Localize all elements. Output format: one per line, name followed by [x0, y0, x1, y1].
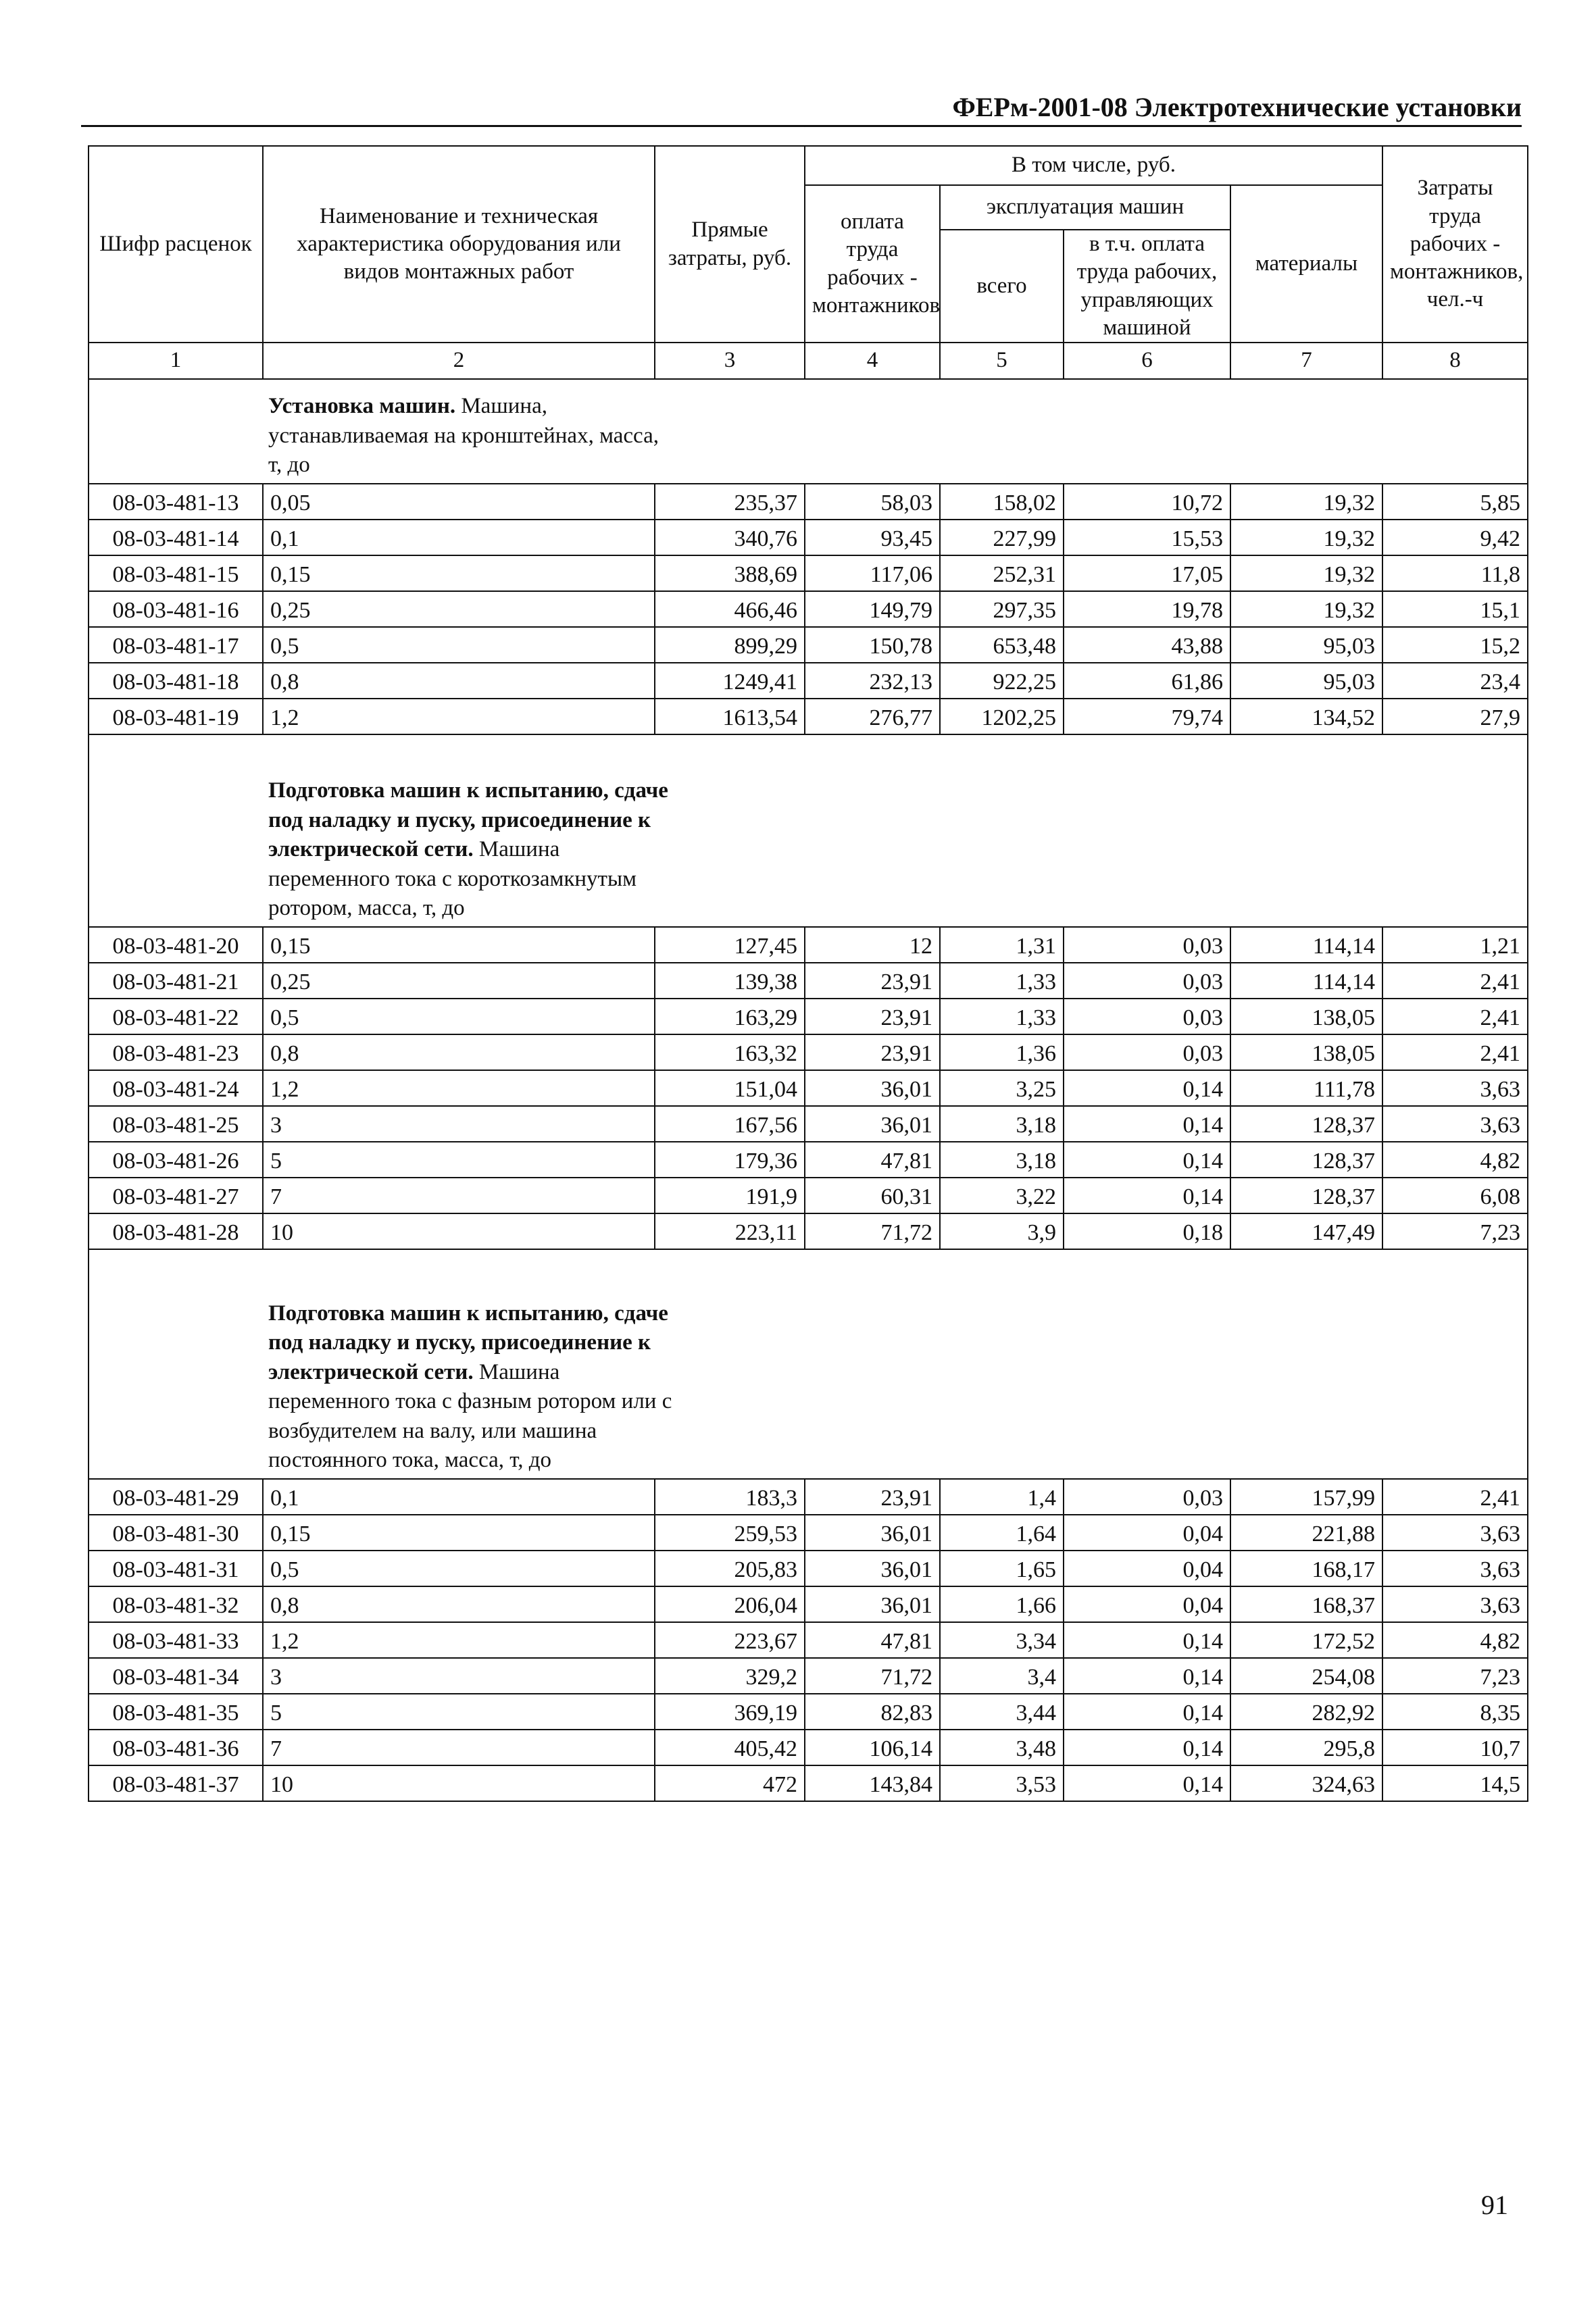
cell-direct-costs: 405,42 [655, 1730, 805, 1765]
cell-labor-pay: 23,91 [805, 963, 940, 999]
cell-machines-total: 1202,25 [940, 699, 1064, 734]
section-title-text: Машина переменного тока с короткозамкнутым ротором, масса, т, до [268, 837, 637, 921]
cell-direct-costs: 163,29 [655, 999, 805, 1034]
cell-rate-code: 08-03-481-13 [89, 484, 263, 520]
cell-machines-labor: 0,03 [1064, 927, 1230, 963]
cell-labor-hours: 2,41 [1382, 1034, 1528, 1070]
cell-rate-code: 08-03-481-25 [89, 1106, 263, 1142]
cell-machines-labor: 17,05 [1064, 555, 1230, 591]
table-row [89, 1515, 1528, 1551]
cell-machines-total: 1,31 [940, 927, 1064, 963]
cell-mass: 7 [263, 1730, 655, 1765]
cell-materials: 95,03 [1230, 627, 1382, 663]
cell-labor-hours: 2,41 [1382, 999, 1528, 1034]
cell-machines-total: 3,34 [940, 1622, 1064, 1658]
cell-direct-costs: 472 [655, 1765, 805, 1801]
cell-mass: 3 [263, 1658, 655, 1694]
cell-mass: 5 [263, 1142, 655, 1178]
cell-mass: 10 [263, 1765, 655, 1801]
cell-rate-code: 08-03-481-29 [89, 1479, 263, 1515]
cell-labor-pay: 60,31 [805, 1178, 940, 1213]
page-number: 91 [1481, 2190, 1508, 2220]
section-title-cell [89, 1249, 1528, 1479]
cell-labor-pay: 12 [805, 927, 940, 963]
cell-machines-total: 3,44 [940, 1694, 1064, 1730]
cell-mass: 1,2 [263, 699, 655, 734]
cell-materials: 295,8 [1230, 1730, 1382, 1765]
cell-labor-hours: 10,7 [1382, 1730, 1528, 1765]
cell-machines-labor: 19,78 [1064, 591, 1230, 627]
table-row [89, 520, 1528, 555]
table-row [89, 1479, 1528, 1515]
cell-direct-costs: 127,45 [655, 927, 805, 963]
cell-labor-hours: 1,21 [1382, 927, 1528, 963]
cell-rate-code: 08-03-481-35 [89, 1694, 263, 1730]
cell-labor-pay: 47,81 [805, 1622, 940, 1658]
cell-mass: 5 [263, 1694, 655, 1730]
cell-machines-total: 3,53 [940, 1765, 1064, 1801]
cell-direct-costs: 223,11 [655, 1213, 805, 1249]
cell-mass: 0,15 [263, 555, 655, 591]
cell-materials: 168,37 [1230, 1586, 1382, 1622]
table-row [89, 1658, 1528, 1694]
cell-rate-code: 08-03-481-21 [89, 963, 263, 999]
cell-labor-pay: 58,03 [805, 484, 940, 520]
cell-machines-total: 252,31 [940, 555, 1064, 591]
table-row [89, 1730, 1528, 1765]
cell-machines-labor: 0,14 [1064, 1730, 1230, 1765]
cell-labor-hours: 23,4 [1382, 663, 1528, 699]
header-labor-pay: оплата труда рабочих - монтажников [805, 185, 940, 343]
cell-materials: 138,05 [1230, 1034, 1382, 1070]
cell-machines-total: 653,48 [940, 627, 1064, 663]
cell-labor-hours: 7,23 [1382, 1213, 1528, 1249]
cell-materials: 221,88 [1230, 1515, 1382, 1551]
cell-labor-pay: 47,81 [805, 1142, 940, 1178]
header-machines: эксплуатация машин [940, 185, 1230, 230]
cell-machines-labor: 10,72 [1064, 484, 1230, 520]
cell-labor-pay: 71,72 [805, 1658, 940, 1694]
section-title [268, 392, 674, 480]
cell-rate-code: 08-03-481-26 [89, 1142, 263, 1178]
section-title-bold: Установка машин. [268, 394, 456, 419]
table-row [89, 1551, 1528, 1586]
cell-labor-pay: 36,01 [805, 1106, 940, 1142]
section-title [268, 776, 674, 924]
cell-direct-costs: 151,04 [655, 1070, 805, 1106]
cell-labor-pay: 149,79 [805, 591, 940, 627]
cell-labor-hours: 2,41 [1382, 1479, 1528, 1515]
table-row [89, 1034, 1528, 1070]
cell-rate-code: 08-03-481-22 [89, 999, 263, 1034]
cell-direct-costs: 205,83 [655, 1551, 805, 1586]
cell-labor-hours: 15,2 [1382, 627, 1528, 663]
table-row [89, 1622, 1528, 1658]
cell-labor-hours: 4,82 [1382, 1142, 1528, 1178]
cell-materials: 19,32 [1230, 591, 1382, 627]
table-row [89, 1178, 1528, 1213]
table-row [89, 999, 1528, 1034]
cell-machines-labor: 0,04 [1064, 1515, 1230, 1551]
cell-labor-pay: 276,77 [805, 699, 940, 734]
cell-mass: 0,25 [263, 591, 655, 627]
cell-rate-code: 08-03-481-24 [89, 1070, 263, 1106]
cell-machines-labor: 0,03 [1064, 999, 1230, 1034]
col-number: 6 [1064, 343, 1230, 379]
cell-machines-total: 158,02 [940, 484, 1064, 520]
cell-materials: 19,32 [1230, 555, 1382, 591]
cell-machines-labor: 0,14 [1064, 1622, 1230, 1658]
cell-mass: 1,2 [263, 1070, 655, 1106]
col-number: 7 [1230, 343, 1382, 379]
header-name: Наименование и техническая характеристика оборудования или видов монтажных работ [263, 146, 655, 343]
section-header-row [89, 1249, 1528, 1479]
cell-machines-total: 3,18 [940, 1106, 1064, 1142]
cell-materials: 114,14 [1230, 927, 1382, 963]
cell-labor-pay: 117,06 [805, 555, 940, 591]
table-row [89, 555, 1528, 591]
table-row [89, 484, 1528, 520]
cell-mass: 0,15 [263, 1515, 655, 1551]
cell-labor-pay: 232,13 [805, 663, 940, 699]
cell-machines-labor: 0,03 [1064, 963, 1230, 999]
col-number: 3 [655, 343, 805, 379]
col-number: 1 [89, 343, 263, 379]
cell-labor-pay: 23,91 [805, 1034, 940, 1070]
cell-direct-costs: 899,29 [655, 627, 805, 663]
table-row [89, 627, 1528, 663]
cell-mass: 0,1 [263, 520, 655, 555]
header-materials: материалы [1230, 185, 1382, 343]
cell-machines-total: 922,25 [940, 663, 1064, 699]
cell-machines-total: 3,22 [940, 1178, 1064, 1213]
col-number: 4 [805, 343, 940, 379]
cell-labor-hours: 3,63 [1382, 1515, 1528, 1551]
cell-labor-pay: 93,45 [805, 520, 940, 555]
cell-materials: 128,37 [1230, 1106, 1382, 1142]
cell-rate-code: 08-03-481-16 [89, 591, 263, 627]
table-row [89, 963, 1528, 999]
cell-machines-labor: 0,04 [1064, 1586, 1230, 1622]
cell-labor-hours: 15,1 [1382, 591, 1528, 627]
cell-machines-total: 3,4 [940, 1658, 1064, 1694]
cell-direct-costs: 167,56 [655, 1106, 805, 1142]
cell-labor-hours: 3,63 [1382, 1586, 1528, 1622]
cell-machines-labor: 0,14 [1064, 1070, 1230, 1106]
cell-labor-pay: 143,84 [805, 1765, 940, 1801]
cell-materials: 172,52 [1230, 1622, 1382, 1658]
cell-rate-code: 08-03-481-28 [89, 1213, 263, 1249]
table-row [89, 1765, 1528, 1801]
header-labor-hours: Затраты труда рабочих - монтажников, чел.-ч [1382, 146, 1528, 343]
cell-mass: 0,8 [263, 1034, 655, 1070]
cell-materials: 168,17 [1230, 1551, 1382, 1586]
cell-mass: 7 [263, 1178, 655, 1213]
cell-labor-hours: 7,23 [1382, 1658, 1528, 1694]
col-number: 8 [1382, 343, 1528, 379]
table-row [89, 1213, 1528, 1249]
cell-direct-costs: 329,2 [655, 1658, 805, 1694]
cell-materials: 157,99 [1230, 1479, 1382, 1515]
cell-labor-pay: 36,01 [805, 1515, 940, 1551]
cell-rate-code: 08-03-481-30 [89, 1515, 263, 1551]
table-row [89, 1070, 1528, 1106]
cell-materials: 111,78 [1230, 1070, 1382, 1106]
cell-machines-labor: 0,14 [1064, 1142, 1230, 1178]
cell-mass: 0,05 [263, 484, 655, 520]
cell-machines-total: 3,25 [940, 1070, 1064, 1106]
cell-rate-code: 08-03-481-14 [89, 520, 263, 555]
cell-labor-pay: 23,91 [805, 999, 940, 1034]
section-title-bold: Подготовка машин к испытанию, сдаче под наладку и пуску, присоединение к электрической сети. [268, 778, 668, 862]
cell-rate-code: 08-03-481-20 [89, 927, 263, 963]
cell-machines-total: 1,36 [940, 1034, 1064, 1070]
cell-materials: 138,05 [1230, 999, 1382, 1034]
header-code: Шифр расценок [89, 146, 263, 343]
cell-direct-costs: 223,67 [655, 1622, 805, 1658]
cell-machines-total: 1,4 [940, 1479, 1064, 1515]
cell-machines-labor: 15,53 [1064, 520, 1230, 555]
cell-machines-labor: 43,88 [1064, 627, 1230, 663]
cell-labor-hours: 5,85 [1382, 484, 1528, 520]
cell-machines-total: 3,18 [940, 1142, 1064, 1178]
rates-table [88, 145, 1528, 1802]
cell-direct-costs: 235,37 [655, 484, 805, 520]
cell-direct-costs: 206,04 [655, 1586, 805, 1622]
cell-mass: 0,5 [263, 999, 655, 1034]
cell-labor-hours: 4,82 [1382, 1622, 1528, 1658]
cell-materials: 134,52 [1230, 699, 1382, 734]
cell-mass: 0,5 [263, 627, 655, 663]
cell-machines-labor: 0,14 [1064, 1765, 1230, 1801]
cell-machines-total: 297,35 [940, 591, 1064, 627]
cell-direct-costs: 340,76 [655, 520, 805, 555]
table-row [89, 927, 1528, 963]
cell-materials: 114,14 [1230, 963, 1382, 999]
cell-machines-labor: 0,03 [1064, 1034, 1230, 1070]
cell-direct-costs: 179,36 [655, 1142, 805, 1178]
cell-direct-costs: 163,32 [655, 1034, 805, 1070]
section-title-cell [89, 379, 1528, 484]
cell-labor-pay: 150,78 [805, 627, 940, 663]
section-header-row [89, 379, 1528, 484]
header-machines-labor: в т.ч. оплата труда рабочих, управляющих машиной [1064, 230, 1230, 343]
cell-direct-costs: 183,3 [655, 1479, 805, 1515]
cell-materials: 128,37 [1230, 1142, 1382, 1178]
cell-machines-total: 1,33 [940, 999, 1064, 1034]
cell-machines-total: 1,66 [940, 1586, 1064, 1622]
cell-rate-code: 08-03-481-34 [89, 1658, 263, 1694]
cell-mass: 0,8 [263, 1586, 655, 1622]
cell-labor-hours: 3,63 [1382, 1106, 1528, 1142]
cell-labor-pay: 23,91 [805, 1479, 940, 1515]
table-row [89, 1694, 1528, 1730]
cell-materials: 128,37 [1230, 1178, 1382, 1213]
table-row [89, 591, 1528, 627]
cell-materials: 19,32 [1230, 520, 1382, 555]
cell-rate-code: 08-03-481-33 [89, 1622, 263, 1658]
cell-labor-hours: 14,5 [1382, 1765, 1528, 1801]
cell-rate-code: 08-03-481-31 [89, 1551, 263, 1586]
cell-labor-hours: 6,08 [1382, 1178, 1528, 1213]
cell-direct-costs: 388,69 [655, 555, 805, 591]
cell-machines-total: 1,64 [940, 1515, 1064, 1551]
running-header: ФЕРм-2001-08 Электротехнические установки [952, 92, 1522, 122]
section-header-row [89, 734, 1528, 927]
cell-materials: 147,49 [1230, 1213, 1382, 1249]
cell-machines-labor: 0,14 [1064, 1106, 1230, 1142]
cell-machines-labor: 0,14 [1064, 1178, 1230, 1213]
cell-machines-labor: 0,04 [1064, 1551, 1230, 1586]
cell-labor-hours: 8,35 [1382, 1694, 1528, 1730]
cell-labor-pay: 36,01 [805, 1586, 940, 1622]
cell-rate-code: 08-03-481-18 [89, 663, 263, 699]
cell-machines-total: 1,33 [940, 963, 1064, 999]
column-numbers-row [89, 343, 1528, 379]
cell-machines-total: 227,99 [940, 520, 1064, 555]
cell-direct-costs: 1613,54 [655, 699, 805, 734]
table-row [89, 699, 1528, 734]
cell-mass: 0,8 [263, 663, 655, 699]
cell-machines-labor: 0,03 [1064, 1479, 1230, 1515]
cell-direct-costs: 191,9 [655, 1178, 805, 1213]
cell-materials: 324,63 [1230, 1765, 1382, 1801]
cell-materials: 95,03 [1230, 663, 1382, 699]
cell-machines-total: 3,48 [940, 1730, 1064, 1765]
cell-labor-hours: 27,9 [1382, 699, 1528, 734]
cell-machines-total: 3,9 [940, 1213, 1064, 1249]
cell-rate-code: 08-03-481-15 [89, 555, 263, 591]
cell-labor-pay: 36,01 [805, 1070, 940, 1106]
cell-labor-pay: 36,01 [805, 1551, 940, 1586]
cell-rate-code: 08-03-481-36 [89, 1730, 263, 1765]
cell-machines-labor: 61,86 [1064, 663, 1230, 699]
cell-direct-costs: 259,53 [655, 1515, 805, 1551]
section-title-text: Машина переменного тока с фазным ротором или с возбудителем на валу, или машина постоянного тока, масса, т, до [268, 1359, 672, 1473]
header-machines-total: всего [940, 230, 1064, 343]
cell-materials: 19,32 [1230, 484, 1382, 520]
cell-mass: 0,25 [263, 963, 655, 999]
cell-mass: 10 [263, 1213, 655, 1249]
cell-direct-costs: 369,19 [655, 1694, 805, 1730]
section-title-cell [89, 734, 1528, 927]
cell-materials: 282,92 [1230, 1694, 1382, 1730]
cell-labor-hours: 11,8 [1382, 555, 1528, 591]
cell-rate-code: 08-03-481-19 [89, 699, 263, 734]
section-title [268, 1299, 674, 1476]
cell-rate-code: 08-03-481-23 [89, 1034, 263, 1070]
section-title-text: Машина, устанавливаемая на кронштейнах, масса, т, до [268, 394, 659, 478]
cell-machines-labor: 79,74 [1064, 699, 1230, 734]
table-row [89, 1586, 1528, 1622]
cell-materials: 254,08 [1230, 1658, 1382, 1694]
table-row [89, 1142, 1528, 1178]
cell-machines-labor: 0,14 [1064, 1694, 1230, 1730]
cell-labor-pay: 82,83 [805, 1694, 940, 1730]
cell-mass: 0,1 [263, 1479, 655, 1515]
header-including: В том числе, руб. [805, 146, 1382, 185]
cell-rate-code: 08-03-481-32 [89, 1586, 263, 1622]
cell-rate-code: 08-03-481-27 [89, 1178, 263, 1213]
cell-labor-pay: 106,14 [805, 1730, 940, 1765]
cell-direct-costs: 466,46 [655, 591, 805, 627]
col-number: 2 [263, 343, 655, 379]
table-row [89, 1106, 1528, 1142]
header-rule [81, 125, 1522, 127]
cell-labor-hours: 9,42 [1382, 520, 1528, 555]
cell-direct-costs: 139,38 [655, 963, 805, 999]
cell-labor-pay: 71,72 [805, 1213, 940, 1249]
cell-mass: 0,5 [263, 1551, 655, 1586]
header-direct-costs: Прямые затраты, руб. [655, 146, 805, 343]
cell-labor-hours: 3,63 [1382, 1551, 1528, 1586]
cell-mass: 1,2 [263, 1622, 655, 1658]
cell-mass: 3 [263, 1106, 655, 1142]
cell-rate-code: 08-03-481-17 [89, 627, 263, 663]
cell-rate-code: 08-03-481-37 [89, 1765, 263, 1801]
cell-labor-hours: 2,41 [1382, 963, 1528, 999]
cell-labor-hours: 3,63 [1382, 1070, 1528, 1106]
cell-machines-total: 1,65 [940, 1551, 1064, 1586]
table-row [89, 663, 1528, 699]
section-title-bold: Подготовка машин к испытанию, сдаче под наладку и пуску, присоединение к электрической сети. [268, 1301, 668, 1384]
col-number: 5 [940, 343, 1064, 379]
cell-machines-labor: 0,18 [1064, 1213, 1230, 1249]
cell-direct-costs: 1249,41 [655, 663, 805, 699]
cell-mass: 0,15 [263, 927, 655, 963]
cell-machines-labor: 0,14 [1064, 1658, 1230, 1694]
